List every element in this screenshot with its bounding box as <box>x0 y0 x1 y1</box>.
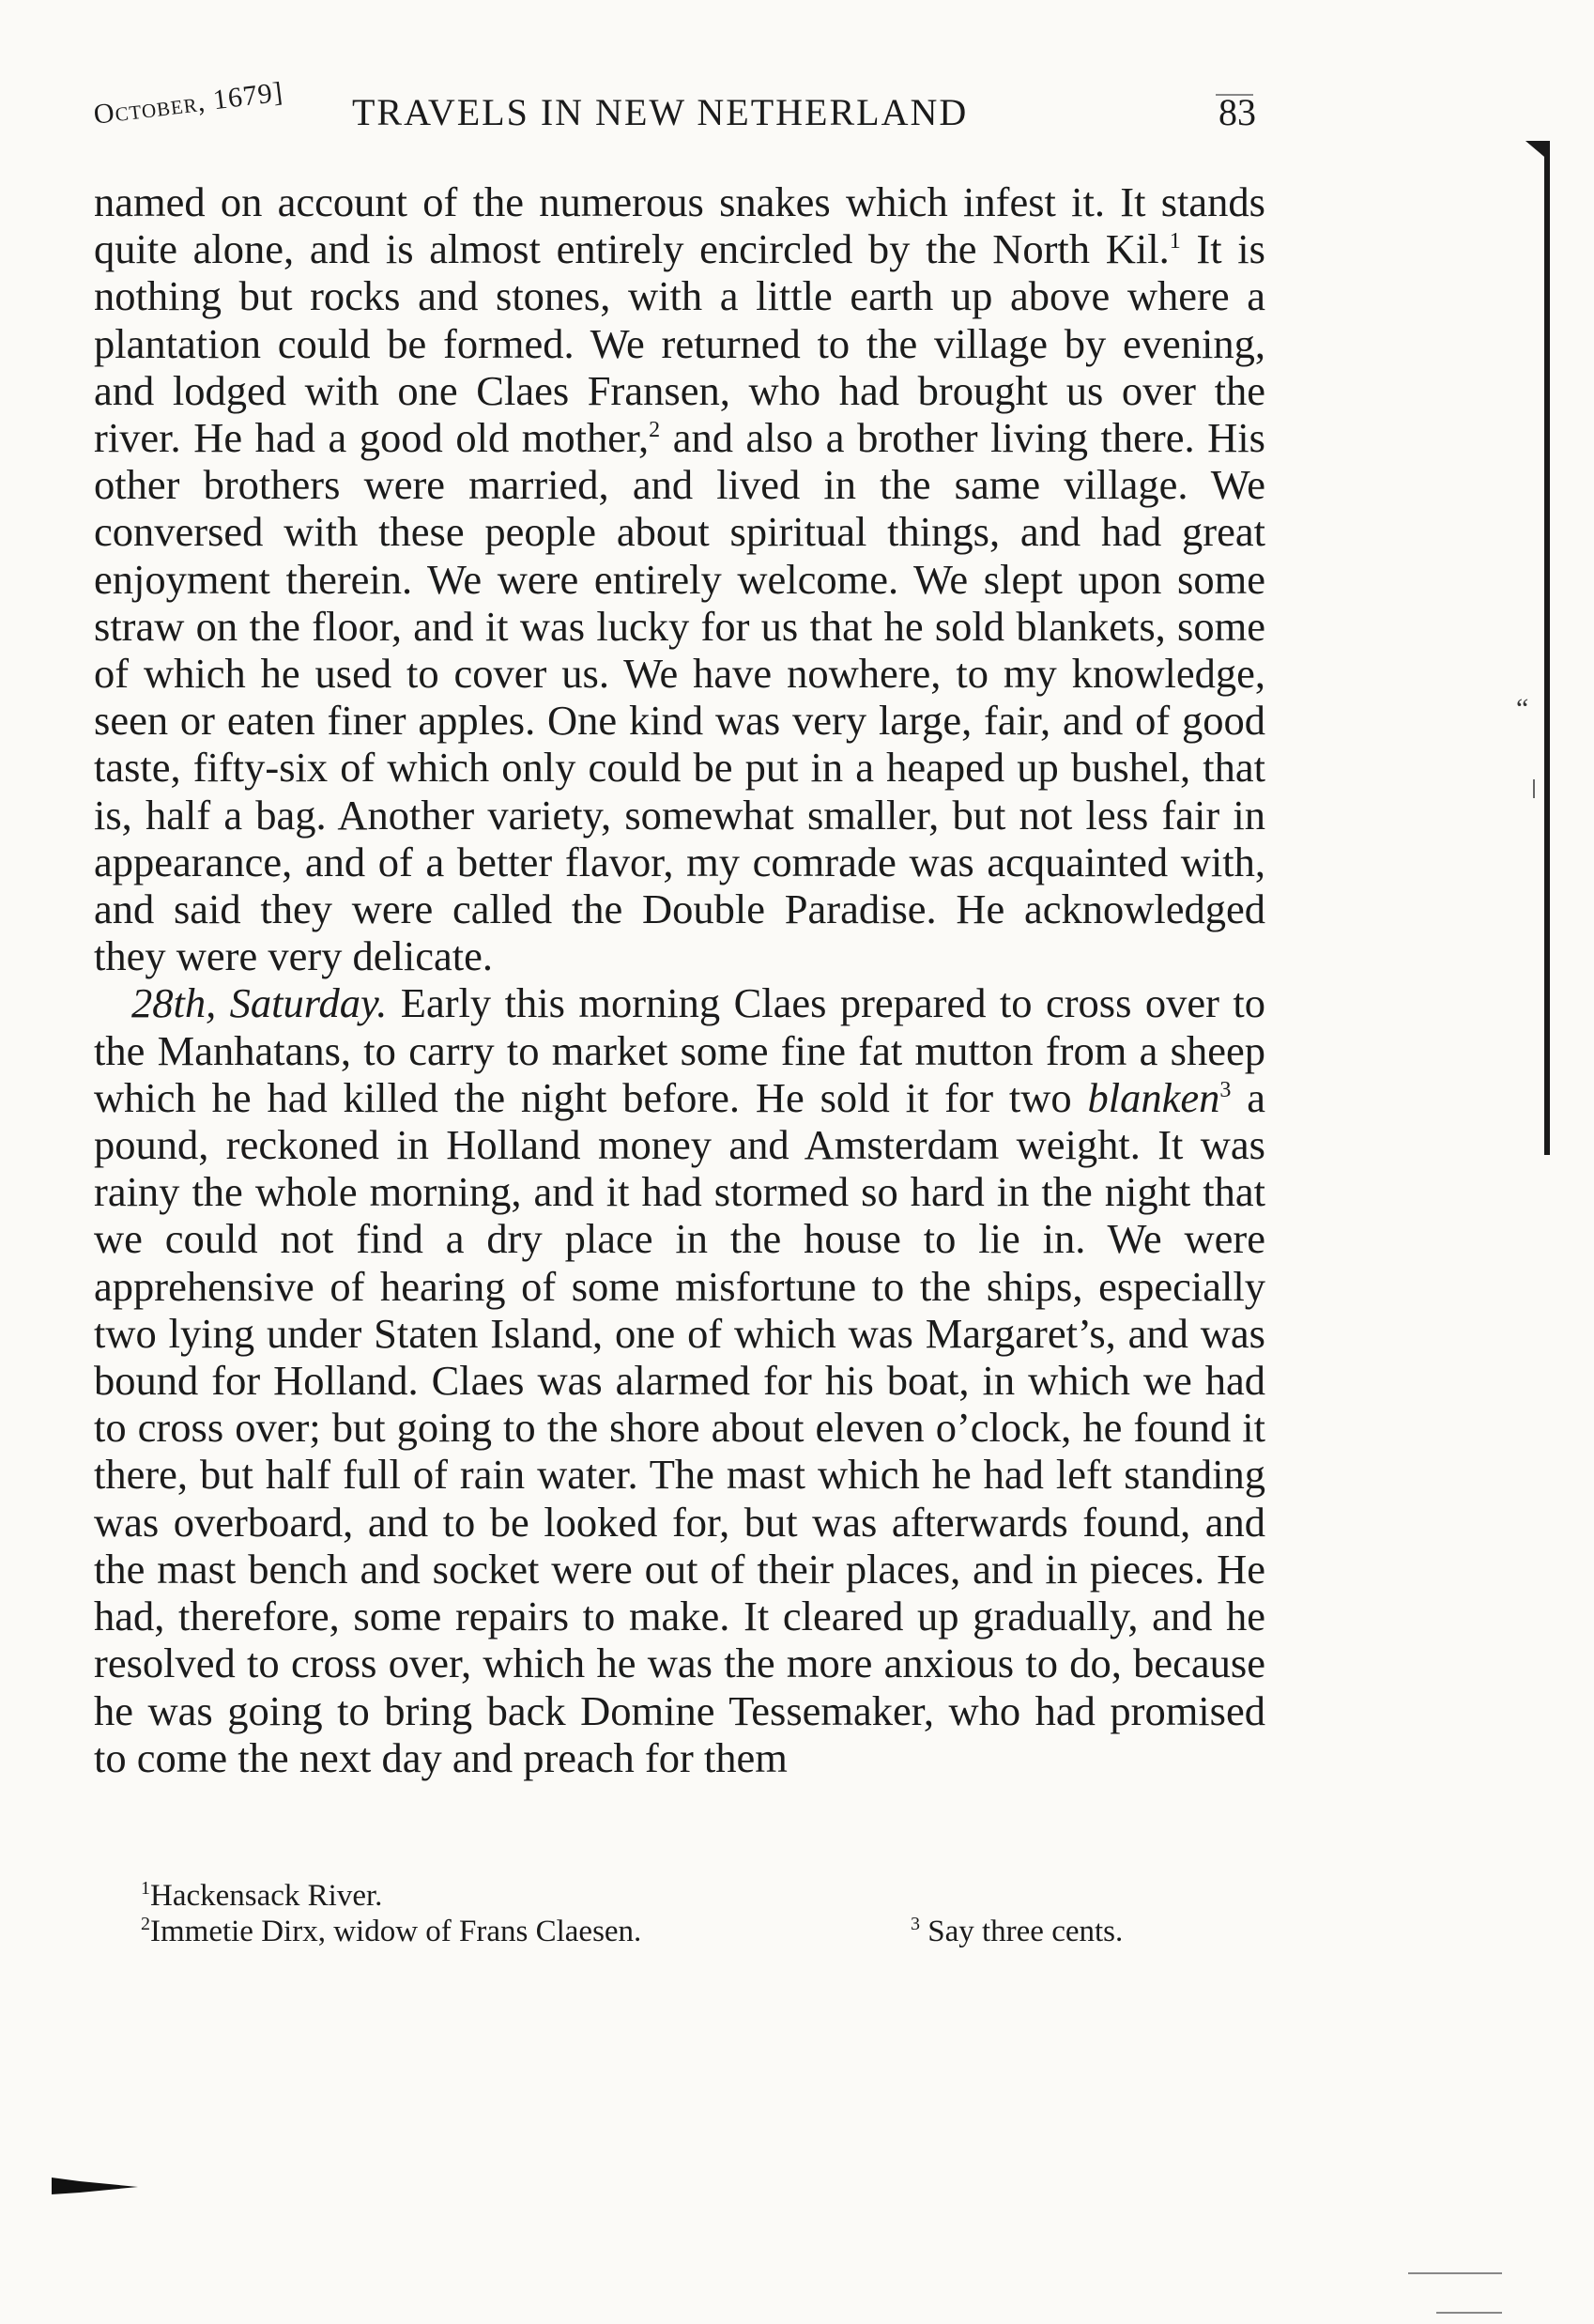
footnote-ref-2: 2 <box>649 418 661 443</box>
paragraph-2 <box>94 979 1265 1780</box>
p1-text-2: It is nothing but rocks and stones, with a little earth up above where a plantation could be formed. We returned to the village by evening, and lodged with one Claes Fransen, who had brought us over the river. He had a good old mother, <box>94 225 1265 462</box>
footnote-ref-3: 3 <box>1219 1077 1232 1102</box>
p2-text-1: Early this morning Claes prepared to cross over to the Manhatans, to carry to market some fine fat mutton from a sheep which he had killed the night before. He sold it for two <box>94 979 1265 1121</box>
entry-date: 28th, Saturday. <box>131 979 388 1027</box>
running-header <box>91 76 1265 146</box>
header-title: TRAVELS IN NEW NETHERLAND <box>352 91 969 133</box>
corner-dash-1 <box>1408 2272 1502 2274</box>
footnote-1 <box>141 1878 1267 1914</box>
footnote-3-text: Say three cents. <box>927 1915 1124 1948</box>
body-text <box>94 178 1265 1781</box>
p2-text-2: a pound, reckoned in Holland money and Amsterdam weight. It was rainy the whole morning, and it had stormed so hard in the night that we could not find a dry place in the house to lie in. We were apprehensive of hearing of some misfortune to the ships, especially two lying under Staten Island, one of which was Margaret’s, and was bound for Holland. Claes was alarmed for his boat, in which we had to cross over; but going to the shore about eleven o’clock, he found it there, but half full of rain water. The mast which he had left standing was overboard, and to be looked for, but was afterwards found, and the mast bench and socket were out of their places, and in pieces. He had, therefore, some repairs to make. It cleared up gradually, and he resolved to cross over, which he was the more anxious to do, because he was going to bring back Domine Tessemaker, who had promised to come the next day and preach for them <box>94 1073 1265 1781</box>
footnote-2-mark: 2 <box>141 1914 150 1934</box>
footnote-1-mark: 1 <box>141 1878 150 1899</box>
italic-word: blanken <box>1087 1073 1220 1121</box>
corner-dash-2 <box>1436 2312 1502 2314</box>
footnote-3-mark: 3 <box>911 1914 920 1934</box>
footnotes <box>141 1878 1267 1949</box>
footnote-ref-1: 1 <box>1169 229 1181 254</box>
p1-text-3: and also a brother living there. His other brothers were married, and lived in the same village. We conversed with these people about spiritual things, and had great enjoyment therein. We were entirely welcome. We slept upon some straw on the floor, and it was lucky for us that he sold blankets, some of which he used to cover us. We have nowhere, to my knowledge, seen or eaten finer apples. One kind was very large, fair, and of good taste, fifty-six of which only could be put in a heaped up bushel, that is, half a bag. Another variety, somewhat smaller, but not less fair in appearance, and of a better flavor, my comrade was acquainted with, and said they were called the Double Paradise. He acknowledged they were very delicate. <box>94 414 1265 980</box>
footnote-2-text: Immetie Dirx, widow of Frans Claesen. <box>150 1915 642 1948</box>
margin-bar <box>1544 141 1550 1155</box>
pointer-arrow-icon <box>52 2174 146 2196</box>
margin-mark: “ <box>1516 693 1529 724</box>
paragraph-1 <box>94 178 1265 979</box>
margin-tick <box>1533 779 1535 798</box>
page-number: 83 <box>1218 91 1256 133</box>
header-date: October, 1679] <box>91 76 285 131</box>
p1-text-1: named on account of the numerous snakes which infest it. It stands quite alone, and is almost entirely encircled by the North Kil. <box>94 178 1265 273</box>
footnote-row <box>141 1914 1267 1949</box>
footnote-1-text: Hackensack River. <box>150 1879 383 1913</box>
footnote-3 <box>911 1914 1123 1949</box>
